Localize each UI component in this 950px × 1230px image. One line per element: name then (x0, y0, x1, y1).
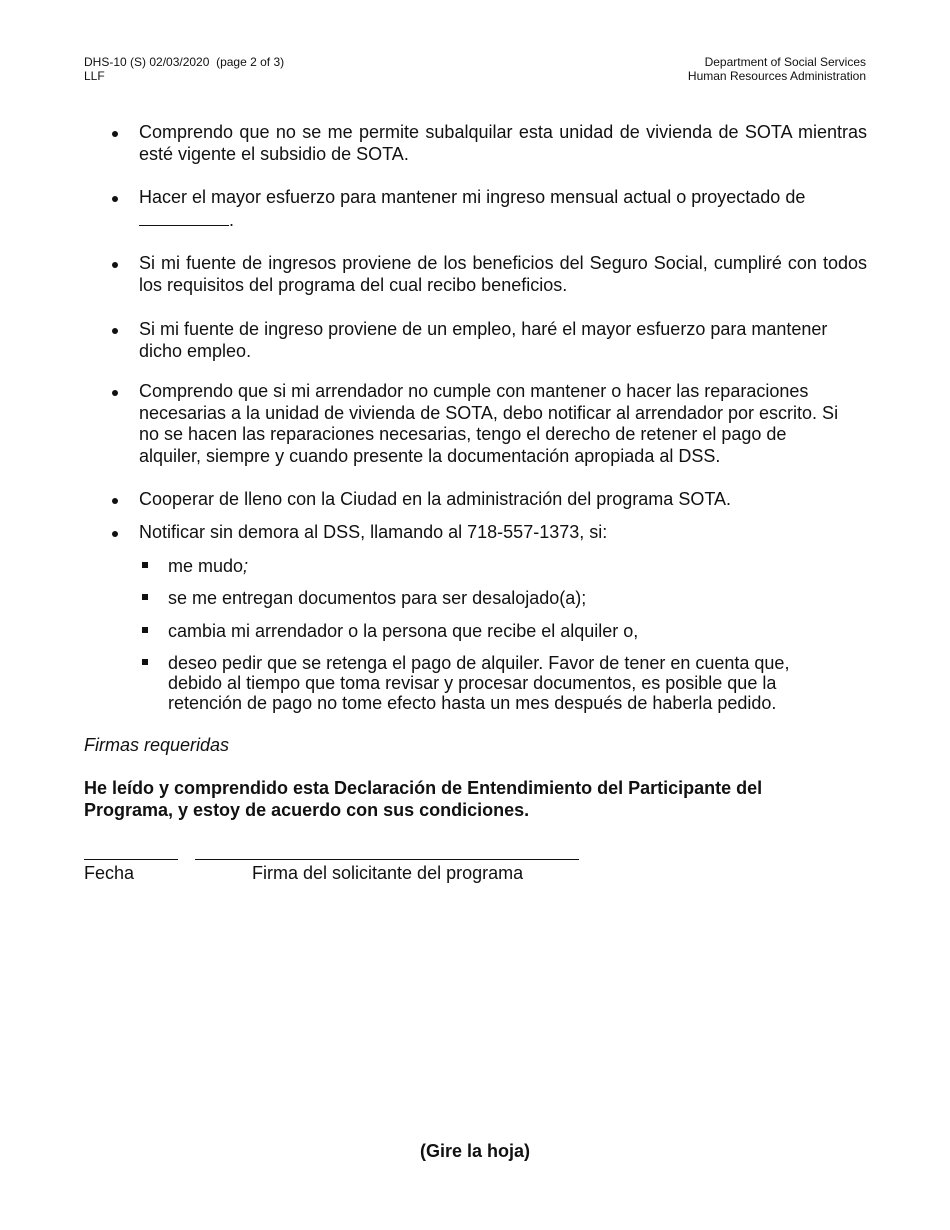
bullet-item (139, 253, 867, 296)
signature-label: Firma del solicitante del programa (252, 863, 524, 883)
bullet-dot (112, 498, 118, 504)
bullet-item (139, 319, 859, 362)
declaration-statement: He leído y comprendido esta Declaración de Entendimiento del Participante del Programa, y estoy de acuerdo con sus condiciones. (84, 778, 763, 820)
bullet-text: Cooperar de lleno con la Ciudad en la administración del programa SOTA. (139, 489, 731, 509)
bullet-text: Si mi fuente de ingreso proviene de un empleo, haré el mayor esfuerzo para mantener dicho empleo. (139, 319, 828, 361)
bullet-text: Comprendo que si mi arrendador no cumple con mantener o hacer las reparaciones necesarias a la unidad de vivienda de SOTA, debo notificar al arrendador por escrito. Si no se hacen las reparaciones necesarias, tengo el derecho de retener el pago de alquiler, siempre y cuando presente la documentación apropiada al DSS. (139, 381, 839, 466)
bullet-dot (112, 196, 118, 202)
turn-page-note: (Gire la hoja) (419, 1141, 531, 1161)
sub-bullet-text: cambia mi arrendador o la persona que recibe el alquiler o, (168, 621, 639, 641)
bullet-text: Hacer el mayor esfuerzo para mantener mi ingreso mensual actual o proyectado de (139, 187, 806, 207)
department-name: Department of Social Services (704, 55, 866, 69)
bullet-text: Comprendo que no se me permite subalquilar esta unidad de vivienda de SOTA mientras esté vigente el subsidio de SOTA. (139, 122, 867, 164)
bullet-dot (112, 390, 118, 396)
signatures-heading: Firmas requeridas (84, 735, 230, 755)
sub-bullet-item (168, 556, 868, 576)
bullet-dot (112, 131, 118, 137)
form-header-right (688, 55, 866, 83)
bullet-item (139, 381, 851, 467)
square-bullet (142, 627, 148, 633)
bullet-dot (112, 262, 118, 268)
sub-bullet-text: deseo pedir que se retenga el pago de alquiler. Favor de tener en cuenta que, debido al tiempo que toma revisar y procesar documentos, es posible que la retención de pago no tome efecto hasta un mes después de haberla pedido. (168, 653, 790, 713)
square-bullet (142, 594, 148, 600)
form-id: DHS-10 (S) 02/03/2020 (page 2 of 3) (84, 55, 285, 69)
bullet-item (139, 122, 867, 165)
bullet-text: Si mi fuente de ingresos proviene de los beneficios del Seguro Social, cumpliré con todos los requisitos del programa del cual recibo beneficios. (139, 253, 867, 295)
sub-bullet-text: se me entregan documentos para ser desalojado(a); (168, 588, 587, 608)
sub-bullet-text: me mudo (168, 556, 244, 576)
square-bullet (142, 562, 148, 568)
date-label: Fecha (84, 863, 135, 883)
sub-bullet-item (168, 621, 868, 641)
bullet-dot (112, 531, 118, 537)
income-blank[interactable] (139, 209, 229, 226)
bullet-dot (112, 328, 118, 334)
form-initials: LLF (84, 69, 105, 83)
bullet-text: Notificar sin demora al DSS, llamando al 718-557-1373, si: (139, 522, 608, 542)
sub-bullet-item (168, 588, 868, 608)
bullet-item (139, 187, 839, 231)
form-header-left (84, 55, 284, 83)
signature-line[interactable] (195, 859, 579, 860)
income-blank-period: . (229, 209, 235, 230)
date-line[interactable] (84, 859, 178, 860)
administration-name: Human Resources Administration (687, 69, 866, 83)
sub-bullet-item (168, 653, 828, 713)
bullet-item (139, 522, 867, 544)
sub-bullet-suffix: ; (243, 556, 249, 576)
bullet-item (139, 489, 867, 511)
square-bullet (142, 659, 148, 665)
